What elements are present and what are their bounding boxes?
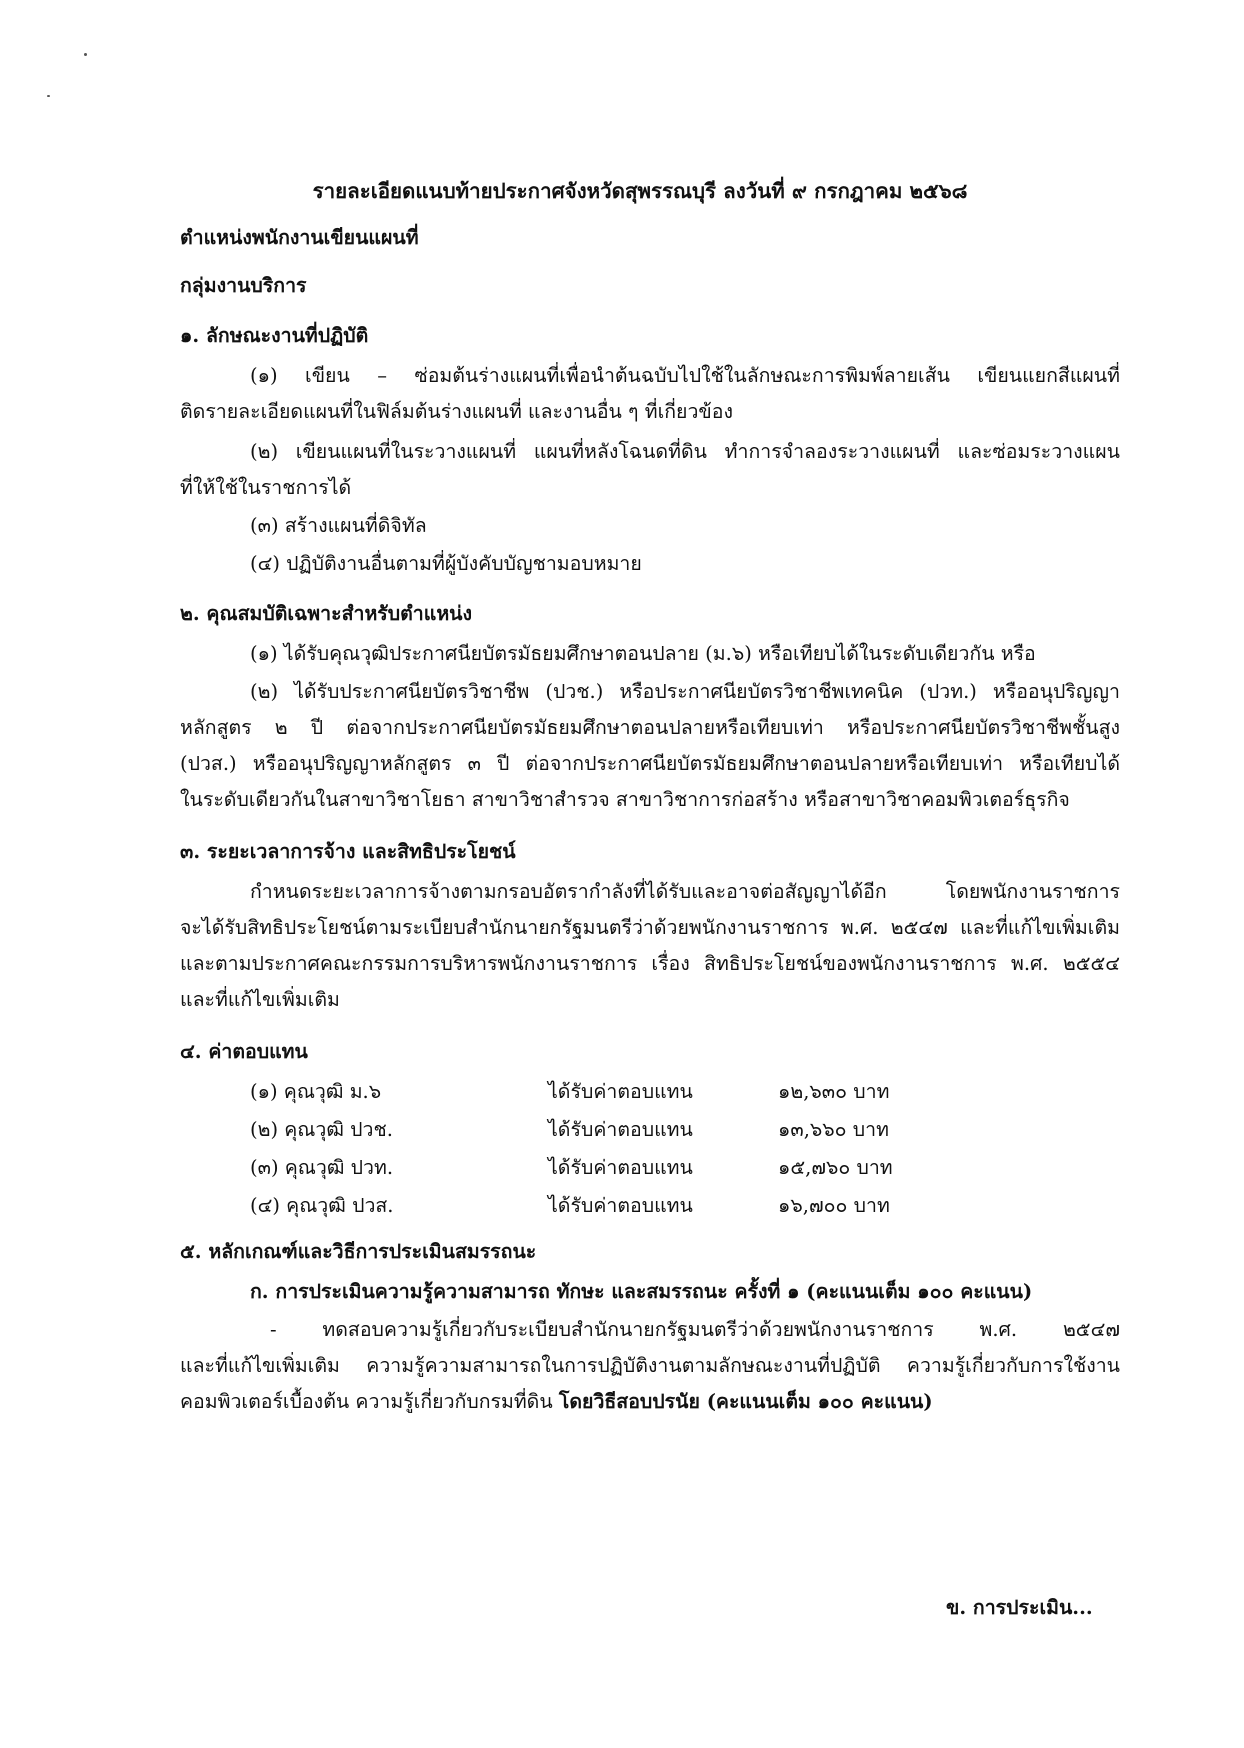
pay-qualification: (๓) คุณวุฒิ ปวท. [250, 1156, 394, 1179]
section-3-paragraph: กำหนดระยะเวลาการจ้างตามกรอบอัตรากำลังที่ได้รับและอาจต่อสัญญาได้อีก โดยพนักงานราชการ [250, 880, 1120, 903]
section-3-heading: ๓. ระยะเวลาการจ้าง และสิทธิประโยชน์ [180, 840, 516, 863]
section-1-item-2: (๒) เขียนแผนที่ในระวางแผนที่ แผนที่หลังโฉนดที่ดิน ทำการจำลองระวางแผนที่ และซ่อมระวางแผน [250, 440, 1120, 463]
section-1-item-2-cont: ที่ให้ใช้ในราชการได้ [180, 476, 352, 499]
section-5-heading: ๕. หลักเกณฑ์และวิธีการประเมินสมรรถนะ [180, 1240, 537, 1263]
section-2-item-2-cont: หลักสูตร ๒ ปี ต่อจากประกาศนียบัตรมัธยมศึกษาตอนปลายหรือเทียบเท่า หรือประกาศนียบัตรวิชาชีพชั้นสูง [180, 716, 1120, 739]
pay-label: ได้รับค่าตอบแทน [548, 1194, 693, 1217]
document-title: รายละเอียดแนบท้ายประกาศจังหวัดสุพรรณบุรี ลงวันที่ ๙ กรกฎาคม ๒๕๖๘ [312, 179, 968, 203]
section-2-heading: ๒. คุณสมบัติเฉพาะสำหรับตำแหน่ง [180, 602, 473, 625]
continuation-footer: ข. การประเมิน... [946, 1596, 1093, 1619]
section-5-subheading: ก. การประเมินความรู้ความสามารถ ทักษะ และสมรรถนะ ครั้งที่ ๑ (คะแนนเต็ม ๑๐๐ คะแนน) [250, 1280, 1033, 1303]
section-3-paragraph-cont: และที่แก้ไขเพิ่มเติม [180, 988, 340, 1011]
pay-label: ได้รับค่าตอบแทน [548, 1080, 693, 1103]
pay-label: ได้รับค่าตอบแทน [548, 1156, 693, 1179]
section-2-item-1: (๑) ได้รับคุณวุฒิประกาศนียบัตรมัธยมศึกษาตอนปลาย (ม.๖) หรือเทียบได้ในระดับเดียวกัน หรือ [250, 642, 1036, 665]
pay-qualification: (๒) คุณวุฒิ ปวช. [250, 1118, 393, 1141]
pay-qualification: (๑) คุณวุฒิ ม.๖ [250, 1080, 382, 1103]
section-2-item-2: (๒) ได้รับประกาศนียบัตรวิชาชีพ (ปวช.) หรือประกาศนียบัตรวิชาชีพเทคนิค (ปวท.) หรืออนุปริญญา [250, 680, 1120, 703]
group-title: กลุ่มงานบริการ [180, 274, 307, 297]
position-title: ตำแหน่งพนักงานเขียนแผนที่ [180, 226, 419, 249]
pay-qualification: (๔) คุณวุฒิ ปวส. [250, 1194, 394, 1217]
scan-speck [84, 53, 87, 56]
section-1-item-3: (๓) สร้างแผนที่ดิจิทัล [250, 514, 427, 537]
pay-amount: ๑๕,๗๖๐ บาท [778, 1156, 893, 1179]
section-2-item-2-cont: (ปวส.) หรืออนุปริญญาหลักสูตร ๓ ปี ต่อจากประกาศนียบัตรมัธยมศึกษาตอนปลายหรือเทียบเท่า หรือเทียบได้ [180, 752, 1120, 775]
section-5-exam-method: โดยวิธีสอบปรนัย (คะแนนเต็ม ๑๐๐ คะแนน) [558, 1390, 933, 1413]
section-5-paragraph-text: คอมพิวเตอร์เบื้องต้น ความรู้เกี่ยวกับกรมที่ดิน [180, 1390, 553, 1413]
section-3-paragraph-cont: จะได้รับสิทธิประโยชน์ตามระเบียบสำนักนายกรัฐมนตรีว่าด้วยพนักงานราชการ พ.ศ. ๒๕๔๗ และที่แก้ไขเพิ่มเติม [180, 916, 1120, 939]
pay-amount: ๑๓,๖๖๐ บาท [778, 1118, 889, 1141]
section-5-paragraph-cont [180, 1384, 1120, 1420]
scan-speck [47, 95, 50, 97]
section-4-heading: ๔. ค่าตอบแทน [180, 1040, 308, 1063]
section-1-item-1-cont: ติดรายละเอียดแผนที่ในฟิล์มต้นร่างแผนที่ และงานอื่น ๆ ที่เกี่ยวข้อง [180, 400, 733, 423]
pay-amount: ๑๖,๗๐๐ บาท [778, 1194, 890, 1217]
section-3-paragraph-cont: และตามประกาศคณะกรรมการบริหารพนักงานราชการ เรื่อง สิทธิประโยชน์ของพนักงานราชการ พ.ศ. ๒๕๕๔ [180, 952, 1120, 975]
section-2-item-2-cont: ในระดับเดียวกันในสาขาวิชาโยธา สาขาวิชาสำรวจ สาขาวิชาการก่อสร้าง หรือสาขาวิชาคอมพิวเตอร์ธุรกิจ [180, 788, 1070, 811]
section-5-paragraph: - ทดสอบความรู้เกี่ยวกับระเบียบสำนักนายกรัฐมนตรีว่าด้วยพนักงานราชการ พ.ศ. ๒๕๔๗ [270, 1318, 1120, 1341]
pay-label: ได้รับค่าตอบแทน [548, 1118, 693, 1141]
section-1-item-1: (๑) เขียน – ซ่อมต้นร่างแผนที่เพื่อนำต้นฉบับไปใช้ในลักษณะการพิมพ์ลายเส้น เขียนแยกสีแผนที่ [250, 364, 1120, 387]
section-5-paragraph-cont: และที่แก้ไขเพิ่มเติม ความรู้ความสามารถในการปฏิบัติงานตามลักษณะงานที่ปฏิบัติ ความรู้เกี่ยวกับการใช้งาน [180, 1354, 1120, 1377]
pay-amount: ๑๒,๖๓๐ บาท [778, 1080, 890, 1103]
section-1-heading: ๑. ลักษณะงานที่ปฏิบัติ [180, 324, 369, 347]
section-1-item-4: (๔) ปฏิบัติงานอื่นตามที่ผู้บังคับบัญชามอบหมาย [250, 552, 642, 575]
